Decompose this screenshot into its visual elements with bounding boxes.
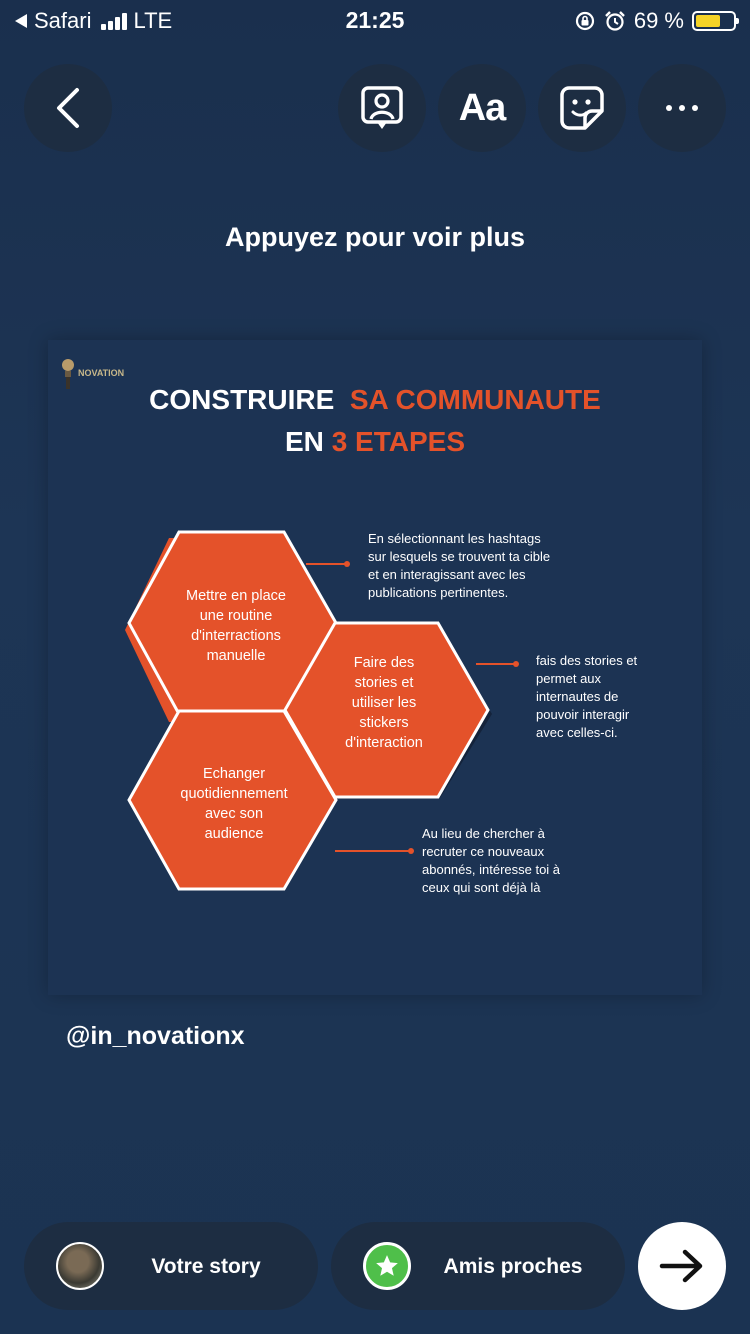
back-app-label: Safari: [34, 8, 92, 33]
text-tool-button[interactable]: [438, 64, 526, 152]
note-2-line: fais des stories et: [536, 653, 638, 668]
note-2-line: avec celles-ci.: [536, 725, 618, 740]
note-3: [422, 825, 602, 897]
carrier-label: LTE: [133, 8, 173, 33]
step-2-line: Faire des: [353, 655, 415, 671]
note-1-line: sur lesquels se trouvent ta cible: [368, 549, 551, 564]
status-bar: [0, 0, 750, 40]
step-1-line: manuelle: [206, 648, 266, 664]
step-1-line: une routine: [199, 608, 273, 624]
connector-1: [306, 561, 350, 567]
sticker-icon: [559, 85, 605, 131]
rotation-lock-icon: [574, 10, 596, 32]
step-2-text: [314, 653, 454, 753]
step-3-text: [154, 764, 314, 844]
note-2-line: permet aux: [536, 671, 602, 686]
note-2: [536, 652, 676, 742]
connector-3: [335, 848, 414, 854]
step-3-line: quotidiennement: [180, 786, 288, 802]
mention-button[interactable]: [338, 64, 426, 152]
title2-part-white: EN: [285, 426, 324, 457]
step-3-line: Echanger: [202, 766, 266, 782]
arrow-right-icon: [659, 1249, 705, 1283]
send-next-button[interactable]: [638, 1222, 726, 1310]
status-right: [574, 8, 736, 34]
star-glyph-icon: [374, 1253, 400, 1279]
note-1-line: publications pertinentes.: [368, 585, 509, 600]
close-friends-label: Amis proches: [443, 1255, 583, 1278]
battery-percent: 69 %: [633, 8, 684, 33]
more-options-button[interactable]: [638, 64, 726, 152]
note-3-line: recruter ce nouveaux: [422, 844, 545, 859]
person-frame-icon: [360, 85, 404, 131]
back-button[interactable]: [24, 64, 112, 152]
your-story-button[interactable]: [24, 1222, 318, 1310]
step-1-line: d'interractions: [191, 628, 281, 644]
avatar: [56, 1242, 104, 1290]
chevron-left-icon: [53, 86, 83, 130]
step-2-line: stories et: [354, 675, 414, 691]
status-time: 21:25: [345, 7, 405, 33]
note-1-line: En sélectionnant les hashtags: [368, 531, 541, 546]
note-3-line: ceux qui sont déjà là: [422, 880, 541, 895]
mention-handle[interactable]: @in_novationx: [66, 1022, 245, 1050]
title-part-white: CONSTRUIRE: [149, 384, 335, 415]
step-3-line: avec son: [204, 806, 264, 822]
story-image-card[interactable]: [48, 340, 702, 995]
sticker-button[interactable]: [538, 64, 626, 152]
note-1-line: et en interagissant avec les: [368, 567, 526, 582]
step-1-line: Mettre en place: [186, 588, 286, 604]
note-1: [368, 530, 588, 602]
your-story-label: Votre story: [151, 1255, 261, 1278]
tap-hint[interactable]: Appuyez pour voir plus: [224, 222, 526, 252]
note-2-line: internautes de: [536, 689, 619, 704]
step-2-line: utiliser les: [351, 695, 417, 711]
star-icon: [363, 1242, 411, 1290]
note-3-line: Au lieu de chercher à: [422, 826, 545, 841]
step-2-line: stickers: [359, 715, 409, 731]
battery-icon: [692, 11, 736, 31]
note-2-line: pouvoir interagir: [536, 707, 630, 722]
text-tool-label: Aa: [458, 86, 506, 129]
close-friends-button[interactable]: [331, 1222, 625, 1310]
more-dots-icon: [665, 104, 699, 112]
step-1-text: [156, 586, 316, 666]
logo-text: NOVATION: [78, 368, 125, 378]
title-part-orange: SA COMMUNAUTE: [349, 384, 601, 415]
step-2-line: d'interaction: [345, 735, 423, 751]
note-3-line: abonnés, intéresse toi à: [422, 862, 561, 877]
title2-part-orange: 3 ETAPES: [331, 426, 465, 457]
alarm-icon: [604, 10, 626, 32]
step-3-line: audience: [204, 826, 264, 842]
connector-2: [476, 661, 519, 667]
